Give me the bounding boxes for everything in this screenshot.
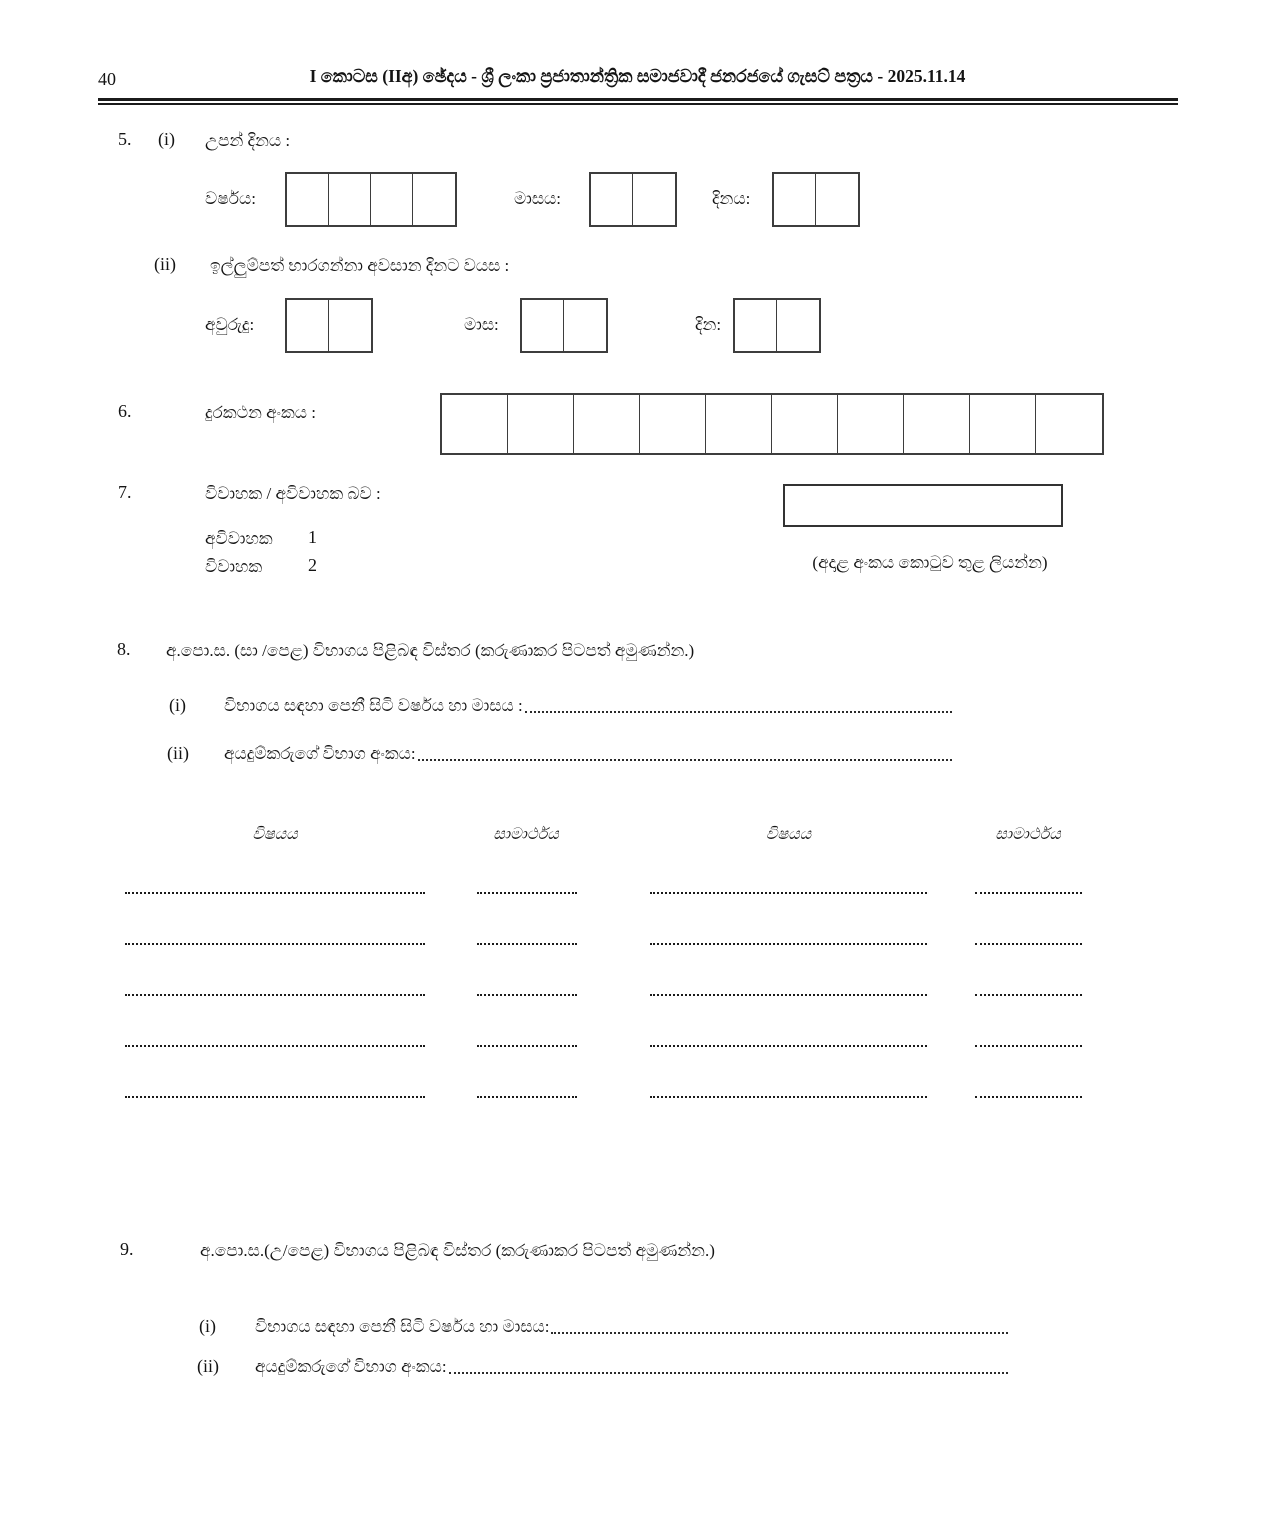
al-year-month-line — [255, 1311, 1010, 1338]
option-unmarried-label: අවිවාහක — [205, 529, 273, 548]
dotted-line — [650, 990, 927, 996]
phone-number-label: දුරකථන අංකය : — [205, 403, 316, 422]
dotted-line — [975, 1092, 1082, 1098]
dotted-line — [650, 1041, 927, 1047]
dotted-leader — [449, 1372, 1008, 1374]
box-cell — [735, 300, 777, 351]
box-cell — [633, 174, 675, 225]
item-5i-label: (i) — [158, 129, 175, 149]
dotted-line — [477, 939, 577, 945]
box-cell — [371, 174, 413, 225]
box-cell — [1036, 395, 1102, 453]
box-cell — [413, 174, 455, 225]
age-on-closing-date-label: ඉල්ලුම්පත් භාරගන්නා අවසාන දිනට වයස : — [210, 256, 510, 275]
days-boxes — [733, 298, 821, 353]
box-cell — [329, 174, 371, 225]
item-8-number: 8. — [117, 639, 131, 659]
results-table-row — [125, 923, 1085, 974]
header-rule — [98, 98, 1178, 105]
header-grade-2: සාමාර්ථය — [995, 826, 1061, 843]
years-label: අවුරුදු: — [205, 315, 255, 334]
dotted-line — [125, 990, 425, 996]
item-9i-label: (i) — [199, 1316, 216, 1336]
dotted-line — [650, 1092, 927, 1098]
year-label: වර්ෂය: — [205, 189, 256, 208]
box-cell — [838, 395, 904, 453]
box-cell — [442, 395, 508, 453]
box-cell — [777, 300, 819, 351]
dotted-line — [477, 888, 577, 894]
item-5-number: 5. — [118, 129, 132, 149]
dotted-line — [975, 990, 1082, 996]
box-cell — [772, 395, 838, 453]
results-table-row — [125, 1025, 1085, 1076]
item-9ii-label: (ii) — [197, 1356, 219, 1376]
dotted-line — [975, 939, 1082, 945]
results-table-row — [125, 872, 1085, 923]
marital-status-label: විවාහක / අවිවාහක බව : — [205, 484, 381, 503]
gazette-header-title: I කොටස (IIඅ) ඡේදය - ශ්‍රී ලංකා ප්‍රජාතාන්ත්‍රික සමාජවාදී ජනරජයේ ගැසට් පත්‍රය - 2025.11.14 — [309, 66, 966, 86]
option-married-value: 2 — [308, 555, 317, 575]
day-label: දිනය: — [712, 189, 751, 208]
day-boxes — [772, 172, 860, 227]
birth-date-label: උපන් දිනය : — [205, 131, 291, 150]
al-year-month-label: විභාගය සඳහා පෙනී සිටි වර්ෂය හා මාසය: — [255, 1316, 550, 1336]
dotted-leader — [418, 759, 952, 761]
box-cell — [329, 300, 371, 351]
dotted-line — [650, 888, 927, 894]
dotted-line — [125, 888, 425, 894]
days-label: දින: — [695, 315, 722, 334]
box-cell — [287, 174, 329, 225]
years-boxes — [285, 298, 373, 353]
item-6-number: 6. — [118, 401, 132, 421]
phone-number-boxes — [440, 393, 1104, 455]
ol-year-month-line — [224, 690, 954, 717]
option-unmarried-value: 1 — [308, 527, 317, 547]
box-cell — [287, 300, 329, 351]
ol-exam-title: අ.පො.ස. (සා /පෙළ) විභාගය පිළිබඳ විස්තර (කරුණාකර පිටපත් අමුණන්න.) — [166, 641, 695, 660]
al-index-number-label: අයදුම්කරුගේ විභාග අංකය: — [255, 1356, 447, 1376]
month-label: මාසය: — [514, 189, 561, 208]
al-index-number-line — [255, 1351, 1010, 1378]
item-7-number: 7. — [118, 482, 132, 502]
dotted-line — [975, 888, 1082, 894]
header-subject-1: විෂයය — [252, 826, 298, 843]
box-cell — [522, 300, 564, 351]
ol-year-month-label: විභාගය සඳහා පෙනී සිටි වර්ෂය හා මාසය : — [224, 695, 523, 715]
year-boxes — [285, 172, 457, 227]
box-cell — [904, 395, 970, 453]
box-cell — [640, 395, 706, 453]
dotted-line — [477, 1041, 577, 1047]
box-cell — [706, 395, 772, 453]
month-boxes — [589, 172, 677, 227]
dotted-line — [125, 1092, 425, 1098]
dotted-leader — [551, 1332, 1008, 1334]
box-cell — [574, 395, 640, 453]
box-cell — [508, 395, 574, 453]
ol-index-number-label: අයදුම්කරුගේ විභාග අංකය: — [224, 743, 416, 763]
dotted-leader — [525, 711, 952, 713]
dotted-line — [125, 939, 425, 945]
ol-results-rows — [125, 872, 1085, 1127]
box-cell — [816, 174, 858, 225]
months-label: මාස: — [464, 315, 499, 334]
results-table-row — [125, 1076, 1085, 1127]
header-grade-1: සාමාර්ථය — [493, 826, 559, 843]
item-5ii-label: (ii) — [154, 254, 176, 274]
box-cell — [591, 174, 633, 225]
dotted-line — [477, 1092, 577, 1098]
item-8ii-label: (ii) — [167, 743, 189, 763]
results-table-row — [125, 974, 1085, 1025]
item-9-number: 9. — [120, 1239, 134, 1259]
item-8i-label: (i) — [169, 695, 186, 715]
months-boxes — [520, 298, 608, 353]
dotted-line — [125, 1041, 425, 1047]
box-cell — [970, 395, 1036, 453]
dotted-line — [477, 990, 577, 996]
marital-status-note: (අදාළ අංකය කොටුව තුළ ලියන්න) — [812, 553, 1048, 572]
marital-status-box — [783, 484, 1063, 527]
option-married-label: විවාහක — [205, 557, 263, 576]
box-cell — [564, 300, 606, 351]
ol-index-number-line — [224, 738, 954, 765]
page-number: 40 — [98, 69, 116, 89]
dotted-line — [650, 939, 927, 945]
al-exam-title: අ.පො.ස.(උ/පෙළ) විභාගය පිළිබඳ විස්තර (කරුණාකර පිටපත් අමුණන්න.) — [200, 1241, 715, 1260]
box-cell — [774, 174, 816, 225]
header-subject-2: විෂයය — [765, 826, 812, 843]
dotted-line — [975, 1041, 1082, 1047]
